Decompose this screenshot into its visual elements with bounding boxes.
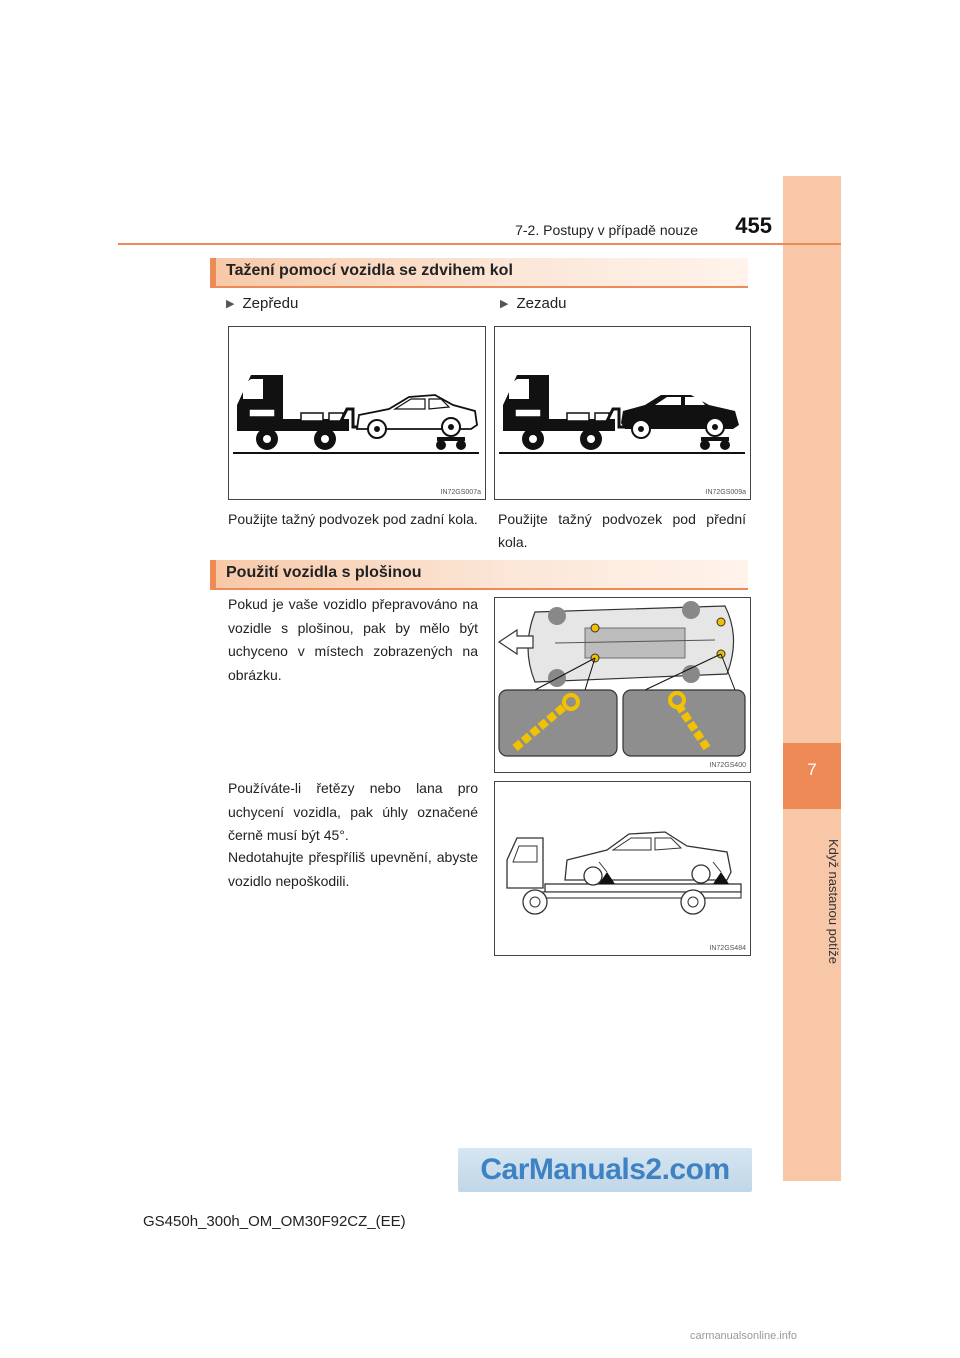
caption-rear: Použijte tažný podvozek pod přední kola. — [498, 511, 746, 550]
section-title: Tažení pomocí vozidla se zdvihem kol — [226, 262, 513, 279]
chapter-number: 7 — [807, 760, 817, 779]
header-rule — [118, 243, 841, 245]
watermark-logo: CarManuals2.com — [458, 1148, 752, 1192]
flatbed-paragraph-2: Používáte-li řetězy nebo lana pro uchycení vozidla, pak úhly označené černě musí být 45°. — [228, 780, 478, 843]
figure-flatbed-truck — [494, 781, 751, 956]
subhead-rear — [500, 295, 567, 312]
figure-code: IN72GS484 — [709, 945, 746, 952]
figure-code: IN72GS007a — [440, 489, 481, 496]
underbody-tie-down-illustration — [495, 598, 750, 772]
subhead-front — [226, 295, 298, 312]
figure-tow-from-front — [228, 326, 486, 500]
chapter-title: Když nastanou potíže — [826, 839, 841, 965]
section-heading-flatbed — [210, 560, 748, 590]
chapter-side-tab — [783, 176, 841, 1181]
subhead-front-label: Zepředu — [242, 295, 299, 312]
flatbed-paragraph-3: Nedotahujte přespříliš upevnění, abyste vozidlo nepoškodili. — [228, 849, 478, 889]
triangle-bullet-icon: ▶ — [226, 298, 235, 310]
caption-front: Použijte tažný podvozek pod zadní kola. — [228, 511, 478, 527]
flatbed-paragraph-1: Pokud je vaše vozidlo přepravováno na vozidle s plošinou, pak by mělo být uchyceno v místech zobrazených na obrázku. — [228, 596, 478, 683]
header-section-title: 7-2. Postupy v případě nouze — [515, 222, 698, 238]
figure-code: IN72GS400 — [709, 762, 746, 769]
flatbed-truck-illustration — [495, 782, 750, 955]
section-heading-wheel-lift — [210, 258, 748, 288]
figure-code: IN72GS009a — [705, 489, 746, 496]
tow-truck-rear-illustration — [495, 327, 750, 499]
watermark-site: carmanualsonline.info — [690, 1330, 798, 1342]
footer-manual-code: GS450h_300h_OM_OM30F92CZ_(EE) — [143, 1213, 406, 1230]
figure-tie-down-points — [494, 597, 751, 773]
tow-truck-front-illustration — [229, 327, 485, 499]
subhead-rear-label: Zezadu — [516, 295, 567, 312]
section-accent — [210, 560, 216, 588]
section-title: Použití vozidla s plošinou — [226, 564, 422, 581]
figure-tow-from-rear — [494, 326, 751, 500]
triangle-bullet-icon: ▶ — [500, 298, 509, 310]
section-accent — [210, 258, 216, 286]
page-number: 455 — [735, 213, 772, 238]
